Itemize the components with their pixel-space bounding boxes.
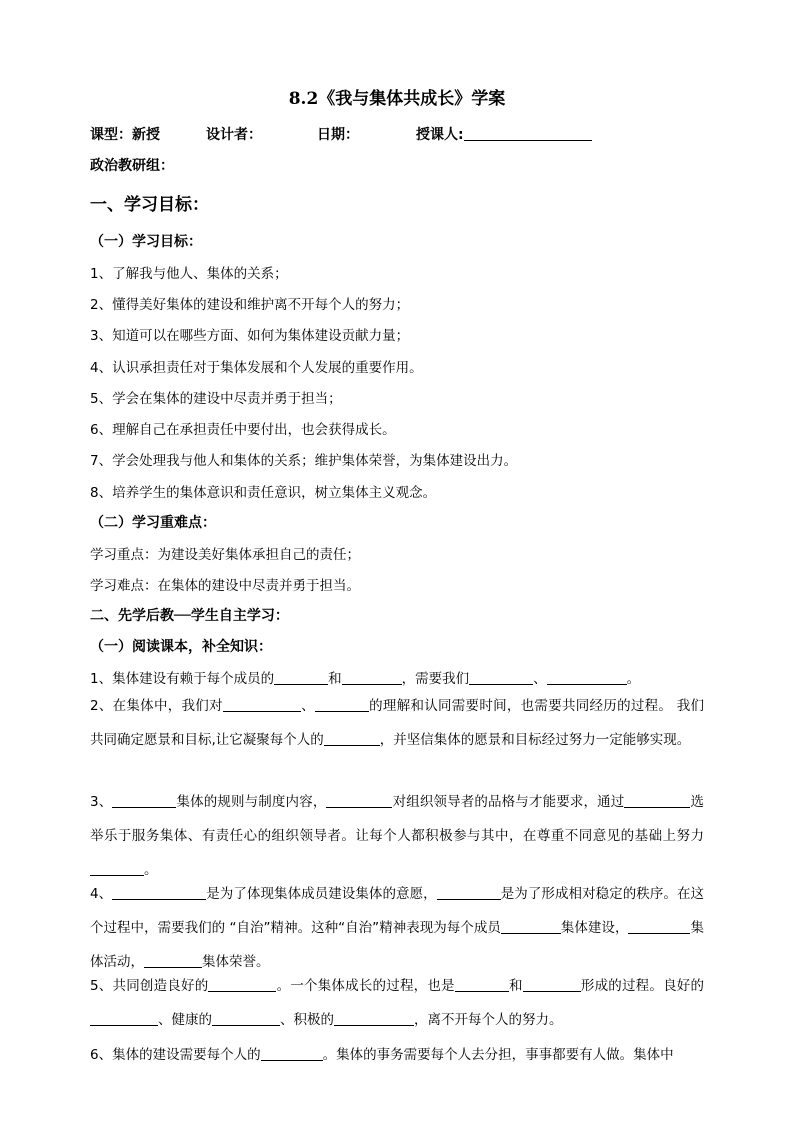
answer-blank[interactable]: [144, 953, 202, 968]
question-text: 和: [508, 978, 523, 994]
answer-blank[interactable]: [469, 670, 533, 685]
question-text: ，离不开每个人的努力。: [414, 1012, 563, 1028]
objective-item: 1、了解我与他人、集体的关系；: [90, 266, 288, 282]
answer-blank[interactable]: [208, 977, 276, 992]
question-text: ，并坚信集体的愿景和目标经过努力一定能够实现。: [379, 732, 691, 748]
teacher-blank: [464, 126, 592, 141]
section-heading-self-study: 二、先学后教──学生自主学习：: [90, 608, 289, 624]
answer-blank[interactable]: [624, 793, 690, 808]
answer-blank[interactable]: [274, 670, 328, 685]
answer-blank[interactable]: [501, 919, 561, 934]
objective-item: 7、学会处理我与他人和集体的关系；维护集体荣誉，为集体建设出力。: [90, 453, 518, 469]
question-text: 6、集体的建设需要每个人的: [90, 1047, 261, 1063]
answer-blank[interactable]: [326, 793, 392, 808]
objective-item: 6、理解自己在承担责任中要付出，也会获得成长。: [90, 422, 396, 438]
answer-blank[interactable]: [90, 1011, 158, 1026]
question-text: 对组织领导者的品格与才能要求，通过: [392, 794, 625, 810]
section-heading-objectives: 一、学习目标：: [90, 195, 209, 215]
subheading-objectives: （一）学习目标：: [90, 234, 202, 250]
question-text: 。: [144, 862, 158, 878]
answer-blank[interactable]: [342, 670, 402, 685]
answer-blank[interactable]: [223, 697, 301, 712]
question-text: 的理解和认同需要时间，也需要共同经历的过程。 我们共同确定愿景和目标,让它凝聚每个人的: [90, 698, 704, 748]
answer-blank[interactable]: [628, 919, 690, 934]
question-text: 是为了体现集体成员建设集体的意愿，: [206, 886, 437, 902]
objective-item: 5、学会在集体的建设中尽责并勇于担当；: [90, 391, 342, 407]
question-3: [90, 785, 704, 887]
course-type: 课型：新授: [90, 127, 160, 143]
question-text: 集体荣誉。: [202, 954, 270, 970]
answer-blank[interactable]: [112, 885, 206, 900]
question-text: ，需要我们: [401, 671, 470, 687]
question-4: [90, 877, 704, 979]
document-title: 8.2《我与集体共成长》学案: [288, 89, 506, 109]
difficult-point: 学习难点：在集体的建设中尽责并勇于担当。: [90, 578, 360, 594]
question-text: 是为了形成相对稳定的秩序。在这个过程中，需要我们的 “自治”精神。这种“自治”精神表现为每个成员: [90, 886, 705, 936]
teaching-group: 政治教研组：: [90, 158, 174, 174]
objective-item: 3、知道可以在哪些方面、如何为集体建设贡献力量；: [90, 328, 410, 344]
answer-blank[interactable]: [547, 670, 627, 685]
key-point: 学习重点：为建设美好集体承担自己的责任；: [90, 547, 360, 563]
question-text: 4、: [90, 886, 113, 902]
teacher-label: 授课人:: [416, 127, 464, 143]
objective-item: 4、认识承担责任对于集体发展和个人发展的重要作用。: [90, 360, 423, 376]
question-text: 集体的规则与制度内容，: [176, 794, 327, 810]
date-label: 日期：: [317, 127, 359, 143]
question-text: 。一个集体成长的过程，也是: [276, 978, 455, 994]
question-text: 、积极的: [280, 1012, 334, 1028]
question-text: 。: [626, 671, 641, 687]
question-1: [90, 667, 640, 687]
question-text: 、: [533, 671, 547, 687]
question-text: 集体建设，: [560, 920, 629, 936]
answer-blank[interactable]: [523, 977, 581, 992]
question-text: 集体活动，: [90, 920, 704, 970]
question-text: 、健康的: [158, 1012, 212, 1028]
question-text: 形成的过程。良好的: [580, 978, 704, 994]
question-text: 2、在集体中，我们对: [90, 698, 223, 714]
question-text: 、: [300, 698, 315, 714]
answer-blank[interactable]: [455, 977, 509, 992]
answer-blank[interactable]: [315, 697, 369, 712]
subheading-reading: （一）阅读课本，补全知识：: [90, 639, 272, 655]
answer-blank[interactable]: [437, 885, 501, 900]
question-text: 和: [328, 671, 342, 687]
question-5: [90, 969, 704, 1037]
question-text: 。集体的事务需要每个人去分担，事事都要有人做。集体中: [322, 1047, 674, 1063]
answer-blank[interactable]: [112, 793, 176, 808]
question-2: [90, 689, 704, 757]
designer-label: 设计者：: [206, 127, 262, 143]
question-6: [90, 1043, 674, 1063]
answer-blank[interactable]: [324, 731, 380, 746]
question-text: 3、: [90, 794, 113, 810]
subheading-key-points: （二）学习重难点：: [90, 515, 216, 531]
question-text: 1、集体建设有赖于每个成员的: [90, 671, 275, 687]
question-text: 5、共同创造良好的: [90, 978, 209, 994]
answer-blank[interactable]: [261, 1046, 323, 1061]
answer-blank[interactable]: [90, 861, 144, 876]
objective-item: 2、懂得美好集体的建设和维护离不开每个人的努力；: [90, 297, 410, 313]
answer-blank[interactable]: [212, 1011, 280, 1026]
question-text: 选举乐于服务集体、有责任心的组织领导者。让每个人都积极参与其中，在尊重不同意见的基础上努力: [90, 794, 705, 844]
answer-blank[interactable]: [334, 1011, 414, 1026]
meta-row: [90, 124, 704, 144]
objective-item: 8、培养学生的集体意识和责任意识，树立集体主义观念。: [90, 485, 437, 501]
